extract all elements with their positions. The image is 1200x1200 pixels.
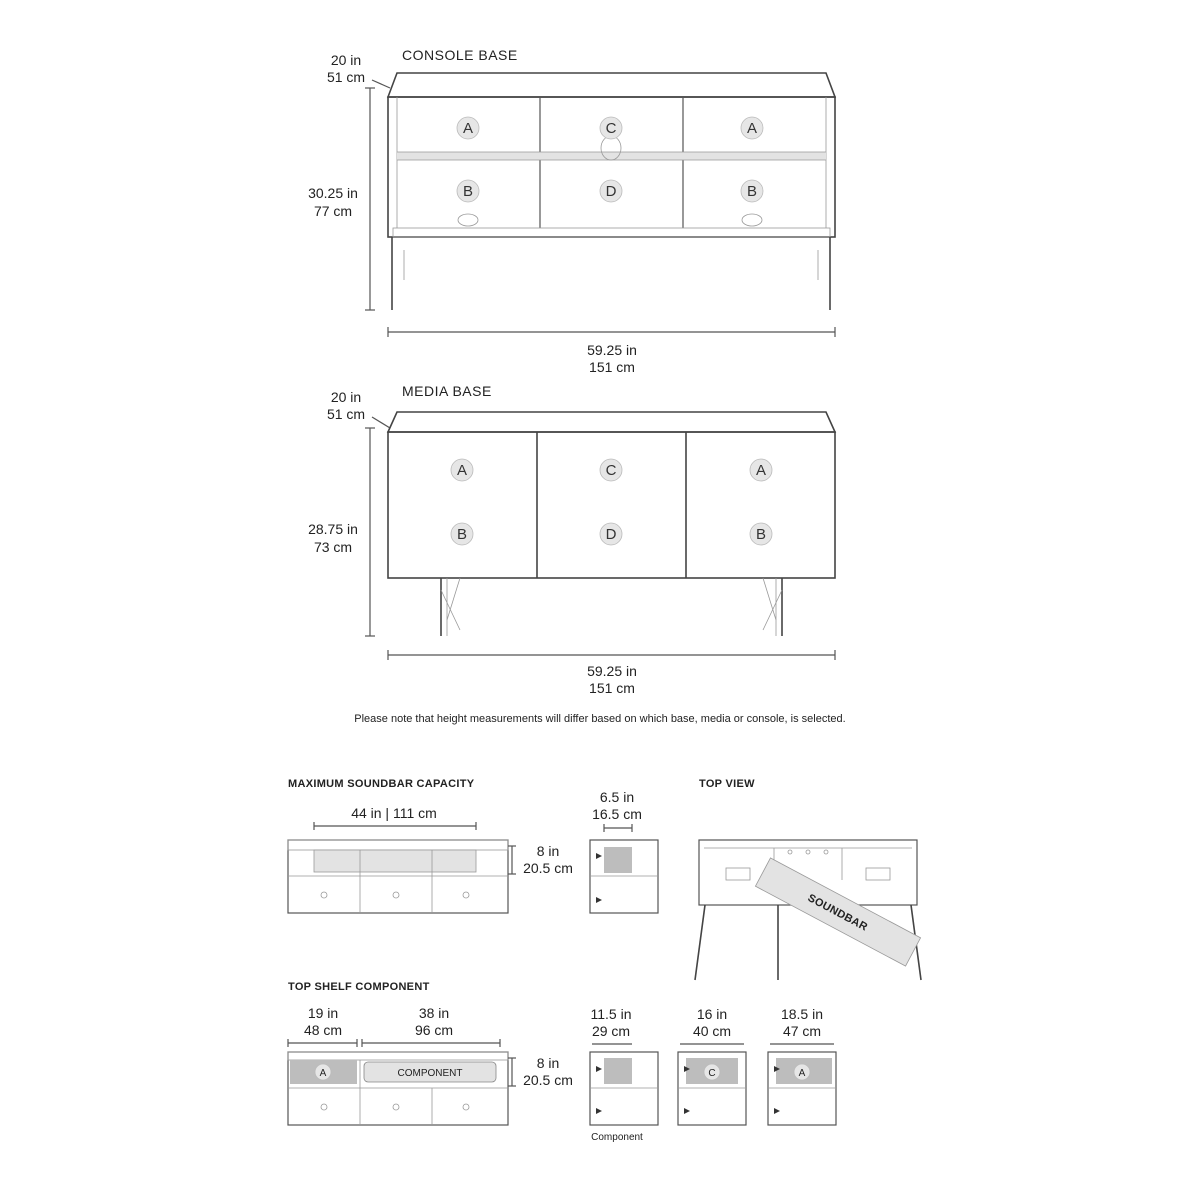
console-title: CONSOLE BASE [402, 47, 518, 63]
media-height-in: 28.75 in [308, 521, 358, 537]
media-depth-in: 20 in [330, 389, 362, 405]
console-depth-in: 20 in [330, 52, 362, 68]
soundbar-depth-in: 6.5 in [599, 789, 635, 805]
component-label-c: C [708, 1068, 716, 1079]
console-height-cm: 77 cm [313, 203, 353, 219]
component-d2-in: 16 in [696, 1006, 728, 1022]
console-depth-line [372, 80, 390, 88]
soundbar-capacity-drawing [288, 778, 658, 913]
console-label-c: C [605, 120, 617, 137]
console-base-drawing [308, 47, 835, 375]
media-base-drawing [308, 383, 835, 696]
console-label-a-right: A [746, 120, 758, 137]
component-title: TOP SHELF COMPONENT [288, 981, 430, 993]
component-d1-in: 11.5 in [590, 1006, 632, 1022]
console-depth-cm: 51 cm [326, 69, 366, 85]
top-view-drawing [695, 778, 921, 980]
media-depth-line [372, 417, 390, 428]
media-title: MEDIA BASE [402, 383, 492, 399]
soundbar-height-cm: 20.5 cm [523, 860, 573, 876]
media-width-cm: 151 cm [589, 680, 635, 696]
console-label-a-left: A [462, 120, 474, 137]
component-label-a: A [319, 1068, 327, 1079]
top-view-soundbar-label: SOUNDBAR [805, 892, 870, 934]
media-label-d: D [605, 526, 617, 543]
component-d2-cm: 40 cm [692, 1023, 732, 1039]
component-box-label: COMPONENT [397, 1068, 463, 1079]
top-view-title: TOP VIEW [699, 778, 755, 790]
console-shelf [397, 152, 826, 160]
soundbar-depth-cm: 16.5 cm [592, 806, 642, 822]
media-legs [441, 578, 782, 636]
component-w2-in: 38 in [418, 1005, 450, 1021]
console-legs [392, 237, 830, 310]
console-width-in: 59.25 in [587, 342, 637, 358]
media-height-cm: 73 cm [313, 539, 353, 555]
component-label-a-side: A [798, 1068, 806, 1079]
component-d3-cm: 47 cm [782, 1023, 822, 1039]
height-note: Please note that height measurements will differ based on which base, media or console, is selected. [354, 713, 846, 725]
console-label-b-right: B [746, 183, 758, 200]
component-w1-in: 19 in [307, 1005, 339, 1021]
console-top [388, 73, 835, 97]
component-height-cm: 20.5 cm [523, 1072, 573, 1088]
media-label-a-right: A [755, 462, 767, 479]
console-label-d: D [605, 183, 617, 200]
component-w1-cm: 48 cm [303, 1022, 343, 1038]
media-label-c: C [605, 462, 617, 479]
soundbar-title: MAXIMUM SOUNDBAR CAPACITY [288, 778, 475, 790]
media-depth-cm: 51 cm [326, 406, 366, 422]
soundbar-width: 44 in | 111 cm [351, 805, 437, 821]
component-w2-cm: 96 cm [414, 1022, 454, 1038]
media-top [388, 412, 835, 432]
media-label-b-right: B [755, 526, 767, 543]
top-shelf-component-drawing [288, 981, 836, 1143]
media-body [388, 432, 835, 578]
component-sub-caption: Component [591, 1132, 643, 1143]
media-label-a-left: A [456, 462, 468, 479]
console-label-b-left: B [462, 183, 474, 200]
media-label-b-left: B [456, 526, 468, 543]
component-height-in: 8 in [536, 1055, 560, 1071]
media-width-in: 59.25 in [587, 663, 637, 679]
soundbar-height-in: 8 in [536, 843, 560, 859]
component-d1-cm: 29 cm [591, 1023, 631, 1039]
component-d3-in: 18.5 in [780, 1006, 824, 1022]
soundbar-shape [314, 850, 476, 872]
console-height-in: 30.25 in [308, 185, 358, 201]
console-width-cm: 151 cm [589, 359, 635, 375]
soundbar-side-shape [604, 847, 632, 873]
